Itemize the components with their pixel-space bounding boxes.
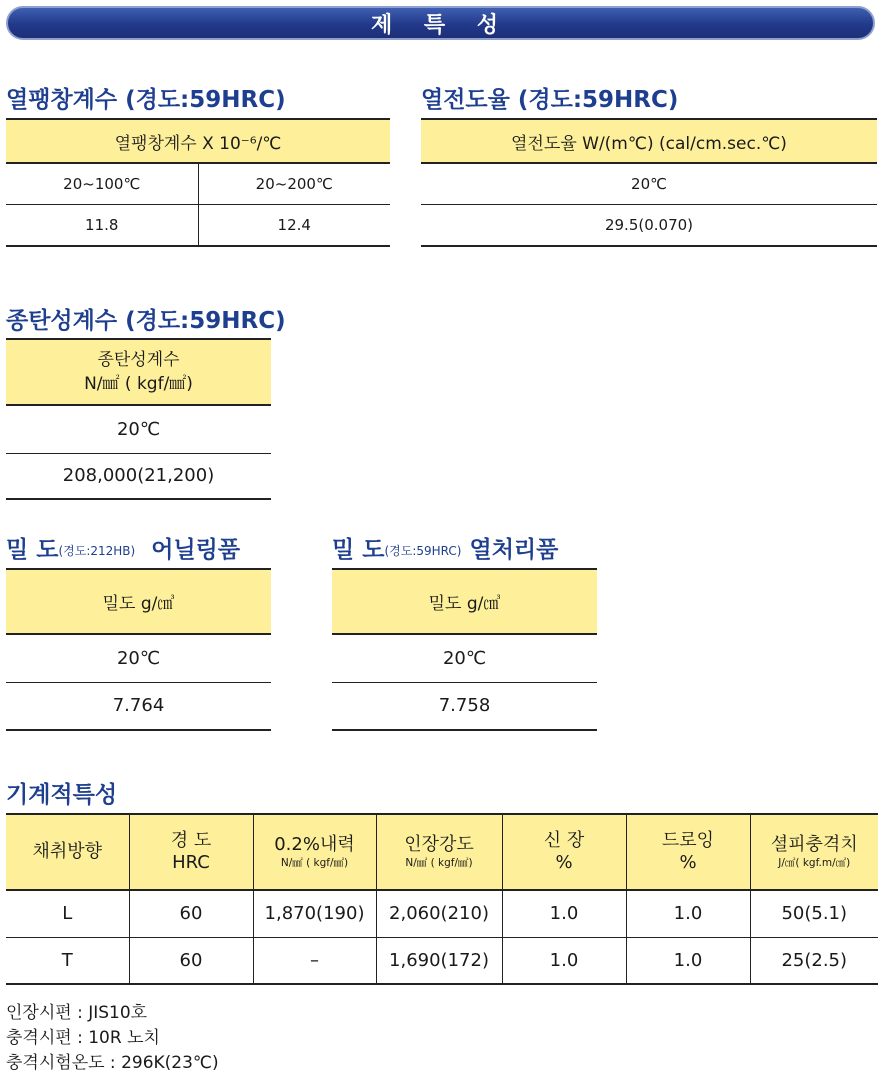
cell-hardness: 60 xyxy=(129,937,253,984)
note-impact-specimen: 충격시편 : 10R 노치 xyxy=(6,1028,160,1048)
mechanical-table xyxy=(6,813,878,985)
density-heat-treated-header: 밀도 g/㎤ xyxy=(332,569,597,634)
density-annealed-title-hardness: (경도:212HB) xyxy=(58,544,136,558)
col-proof-stress-label: 0.2%내력 xyxy=(274,834,355,855)
elastic-modulus-value: 208,000(21,200) xyxy=(6,453,271,499)
cell-proof-stress: 1,870(190) xyxy=(253,890,376,937)
col-direction-label: 채취방향 xyxy=(32,841,103,862)
cell-direction: L xyxy=(6,890,129,937)
thermal-conductivity-header: 열전도율 W/(m℃) (cal/cm.sec.℃) xyxy=(421,119,877,163)
col-hardness-label: 경 도 xyxy=(170,830,212,851)
mechanical-col-reduction xyxy=(626,814,750,890)
mechanical-col-elongation xyxy=(502,814,626,890)
density-heat-treated-title xyxy=(332,536,558,565)
col-charpy-unit: J/㎠( kgf.m/㎠) xyxy=(778,857,851,869)
cell-reduction: 1.0 xyxy=(626,937,750,984)
cell-elongation: 1.0 xyxy=(502,890,626,937)
test-notes xyxy=(6,1001,219,1076)
cell-tensile: 2,060(210) xyxy=(376,890,502,937)
elastic-modulus-header-line2: N/㎟ ( kgf/㎟) xyxy=(84,374,193,394)
mechanical-title: 기계적특성 xyxy=(6,782,118,808)
col-proof-stress-unit: N/㎟ ( kgf/㎟) xyxy=(280,857,349,869)
col-elongation-unit: % xyxy=(555,852,573,873)
section-banner: 제 특 성 xyxy=(6,6,875,40)
elastic-modulus-temp: 20℃ xyxy=(6,405,271,453)
table-row xyxy=(6,937,878,984)
mechanical-col-proof-stress xyxy=(253,814,376,890)
cell-hardness: 60 xyxy=(129,890,253,937)
density-annealed-table xyxy=(6,568,271,731)
col-tensile-unit: N/㎟ ( kgf/㎟) xyxy=(405,857,473,869)
cell-elongation: 1.0 xyxy=(502,937,626,984)
thermal-conductivity-table xyxy=(421,118,877,247)
density-annealed-temp: 20℃ xyxy=(6,634,271,682)
thermal-expansion-temp-2: 20~200℃ xyxy=(198,163,390,204)
density-annealed-header: 밀도 g/㎤ xyxy=(6,569,271,634)
elastic-modulus-table xyxy=(6,338,271,500)
density-heat-treated-table xyxy=(332,568,597,731)
note-impact-temperature: 충격시험온도 : 296K(23℃) xyxy=(6,1053,219,1073)
elastic-modulus-header-line1: 종탄성계수 xyxy=(97,350,180,370)
thermal-conductivity-temp: 20℃ xyxy=(421,163,877,204)
col-hardness-unit: HRC xyxy=(172,852,210,873)
mechanical-col-direction xyxy=(6,814,129,890)
cell-charpy: 50(5.1) xyxy=(750,890,878,937)
elastic-modulus-title: 종탄성계수 (경도:59HRC) xyxy=(6,308,286,334)
density-heat-treated-value: 7.758 xyxy=(332,682,597,730)
density-annealed-title-main: 밀 도 xyxy=(6,537,59,563)
cell-charpy: 25(2.5) xyxy=(750,937,878,984)
density-heat-treated-temp: 20℃ xyxy=(332,634,597,682)
mechanical-header-row xyxy=(6,814,878,890)
elastic-modulus-header xyxy=(6,339,271,405)
thermal-conductivity-title: 열전도율 (경도:59HRC) xyxy=(421,87,679,113)
cell-tensile: 1,690(172) xyxy=(376,937,502,984)
density-annealed-value: 7.764 xyxy=(6,682,271,730)
density-annealed-title-suffix: 어닐링품 xyxy=(151,537,241,563)
density-heat-treated-title-main: 밀 도 xyxy=(332,537,385,563)
mechanical-col-charpy xyxy=(750,814,878,890)
thermal-expansion-title: 열팽창계수 (경도:59HRC) xyxy=(6,87,286,113)
mechanical-col-hardness xyxy=(129,814,253,890)
col-charpy-label: 셜피충격치 xyxy=(770,834,858,855)
density-heat-treated-title-suffix: 열처리품 xyxy=(469,537,559,563)
thermal-expansion-header: 열팽창계수 X 10⁻⁶/℃ xyxy=(6,119,390,163)
cell-proof-stress: – xyxy=(253,937,376,984)
col-tensile-label: 인장강도 xyxy=(404,834,474,855)
thermal-expansion-temp-1: 20~100℃ xyxy=(6,163,198,204)
col-elongation-label: 신 장 xyxy=(543,830,585,851)
density-heat-treated-title-hardness: (경도:59HRC) xyxy=(384,544,462,558)
mechanical-col-tensile xyxy=(376,814,502,890)
note-tensile-specimen: 인장시편 : JIS10호 xyxy=(6,1003,148,1023)
thermal-conductivity-value: 29.5(0.070) xyxy=(421,204,877,246)
cell-reduction: 1.0 xyxy=(626,890,750,937)
col-reduction-unit: % xyxy=(679,852,697,873)
density-annealed-title xyxy=(6,536,240,565)
thermal-expansion-value-1: 11.8 xyxy=(6,204,198,246)
table-row xyxy=(6,890,878,937)
thermal-expansion-table xyxy=(6,118,390,247)
col-reduction-label: 드로잉 xyxy=(661,830,715,851)
cell-direction: T xyxy=(6,937,129,984)
thermal-expansion-value-2: 12.4 xyxy=(198,204,390,246)
